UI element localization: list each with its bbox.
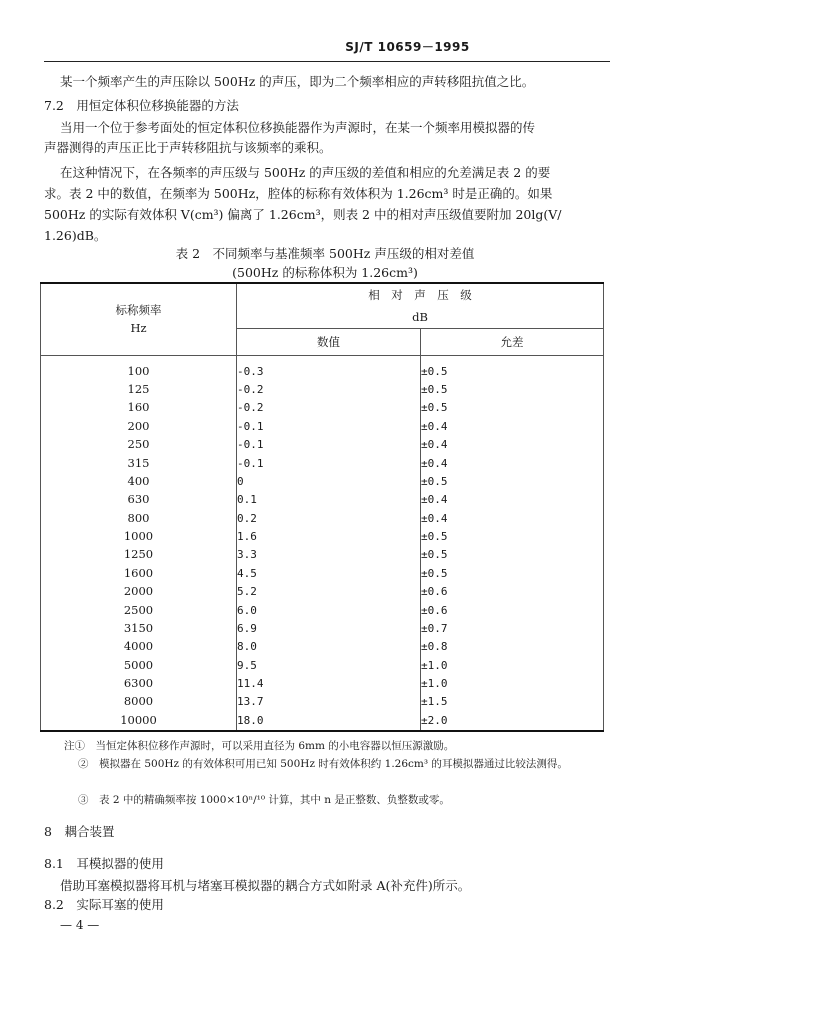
- table-note-1: 注① 当恒定体积位移作声源时，可以采用直径为 6mm 的小电容器以恒压源激励。: [64, 740, 455, 752]
- tolerance-cell: ±0.8: [421, 640, 448, 654]
- frequency-cell: 160: [41, 399, 237, 417]
- value-cell: 5.2: [237, 583, 421, 601]
- standard-number: SJ/T 10659－1995: [345, 40, 470, 54]
- frequency-cell: 400: [41, 473, 237, 491]
- paragraph-line: 声器测得的声压正比于声转移阻抗与该频率的乘积。: [44, 140, 332, 155]
- frequency-cell: 100: [41, 356, 237, 381]
- frequency-cell: 1000: [41, 528, 237, 546]
- frequency-cell: 10000: [41, 711, 237, 731]
- frequency-cell: 8000: [41, 693, 237, 711]
- relative-spl-table: [40, 282, 604, 732]
- value-cell: 0.2: [237, 509, 421, 527]
- value-cell: -0.1: [237, 436, 421, 454]
- frequency-cell: 5000: [41, 656, 237, 674]
- tolerance-cell: ±0.4: [421, 511, 448, 525]
- value-cell: 0.1: [237, 491, 421, 509]
- page-number: — 4 —: [60, 918, 100, 932]
- col-header-relative-spl: [237, 283, 604, 329]
- frequency-cell: 1600: [41, 564, 237, 582]
- value-cell: -0.3: [237, 356, 421, 381]
- table-row: [41, 601, 604, 619]
- tolerance-cell: ±0.4: [421, 438, 448, 452]
- table-caption: 表 2 不同频率与基准频率 500Hz 声压级的相对差值: [175, 246, 475, 261]
- table-row: [41, 381, 604, 399]
- table-row: [41, 454, 604, 472]
- paragraph-line: 借助耳塞模拟器将耳机与堵塞耳模拟器的耦合方式如附录 A(补充件)所示。: [60, 878, 471, 893]
- table-row: [41, 399, 604, 417]
- table-row: [41, 356, 604, 381]
- value-cell: -0.2: [237, 381, 421, 399]
- tolerance-cell: ±0.5: [421, 401, 448, 415]
- tolerance-cell: ±1.0: [421, 677, 448, 691]
- value-cell: 8.0: [237, 638, 421, 656]
- table-subcaption: (500Hz 的标称体积为 1.26cm³): [232, 265, 418, 280]
- value-cell: 4.5: [237, 564, 421, 582]
- paragraph-line: 1.26)dB。: [44, 228, 107, 243]
- tolerance-cell: ±0.4: [421, 456, 448, 470]
- frequency-cell: 800: [41, 509, 237, 527]
- tolerance-cell: ±0.5: [421, 364, 448, 378]
- table-row: [41, 583, 604, 601]
- section-8-2-heading: 8.2 实际耳塞的使用: [44, 897, 164, 912]
- value-cell: 9.5: [237, 656, 421, 674]
- table-row: [41, 564, 604, 582]
- tolerance-cell: ±2.0: [421, 713, 448, 727]
- table-note-3: ③ 表 2 中的精确频率按 1000×10ⁿ/¹⁰ 计算，其中 n 是正整数、负整数或零。: [78, 794, 450, 806]
- table-row: [41, 675, 604, 693]
- frequency-cell: 250: [41, 436, 237, 454]
- table-row: [41, 546, 604, 564]
- tolerance-cell: ±1.5: [421, 695, 448, 709]
- value-cell: 13.7: [237, 693, 421, 711]
- frequency-cell: 200: [41, 417, 237, 435]
- tolerance-cell: ±1.0: [421, 658, 448, 672]
- table-note-2: ② 模拟器在 500Hz 的有效体积可用已知 500Hz 时有效体积约 1.26cm³ 的耳模拟器通过比较法测得。: [78, 758, 568, 770]
- tolerance-cell: ±0.5: [421, 474, 448, 488]
- frequency-cell: 630: [41, 491, 237, 509]
- frequency-cell: 2500: [41, 601, 237, 619]
- frequency-cell: 6300: [41, 675, 237, 693]
- table-row: [41, 693, 604, 711]
- col-header-frequency-label: 标称频率: [115, 302, 162, 317]
- table-row: [41, 436, 604, 454]
- section-7-2-heading: 7.2 用恒定体积位移换能器的方法: [44, 98, 239, 113]
- frequency-cell: 1250: [41, 546, 237, 564]
- table-row: [41, 473, 604, 491]
- tolerance-cell: ±0.4: [421, 493, 448, 507]
- value-cell: 1.6: [237, 528, 421, 546]
- section-8-1-heading: 8.1 耳模拟器的使用: [44, 856, 164, 871]
- table-row: [41, 711, 604, 731]
- paragraph-line: 500Hz 的实际有效体积 V(cm³) 偏离了 1.26cm³，则表 2 中的相对声压级值要附加 20lg(V/: [44, 207, 562, 222]
- col-header-value: 数值: [237, 329, 421, 356]
- tolerance-cell: ±0.4: [421, 419, 448, 433]
- value-cell: 0: [237, 473, 421, 491]
- table-row: [41, 528, 604, 546]
- value-cell: 6.0: [237, 601, 421, 619]
- value-cell: 18.0: [237, 711, 421, 731]
- value-cell: -0.1: [237, 417, 421, 435]
- tolerance-cell: ±0.6: [421, 603, 448, 617]
- col-header-relative-spl-label: 相 对 声 压 级: [368, 288, 472, 302]
- frequency-cell: 3150: [41, 620, 237, 638]
- value-cell: 6.9: [237, 620, 421, 638]
- frequency-cell: 125: [41, 381, 237, 399]
- tolerance-cell: ±0.5: [421, 548, 448, 562]
- paragraph-line: 求。表 2 中的数值，在频率为 500Hz，腔体的标称有效体积为 1.26cm³ 时是正确的。如果: [44, 186, 553, 201]
- col-header-frequency-unit: Hz: [130, 320, 147, 335]
- tolerance-cell: ±0.6: [421, 585, 448, 599]
- value-cell: 3.3: [237, 546, 421, 564]
- table-row: [41, 509, 604, 527]
- table-row: [41, 656, 604, 674]
- table-row: [41, 638, 604, 656]
- table-row: [41, 620, 604, 638]
- paragraph-line: 当用一个位于参考面处的恒定体积位移换能器作为声源时，在某一个频率用模拟器的传: [60, 120, 536, 135]
- paragraph-line: 某一个频率产生的声压除以 500Hz 的声压，即为二个频率相应的声转移阻抗值之比。: [60, 74, 535, 89]
- tolerance-cell: ±0.5: [421, 566, 448, 580]
- frequency-cell: 4000: [41, 638, 237, 656]
- frequency-cell: 2000: [41, 583, 237, 601]
- header-rule: [44, 61, 610, 62]
- value-cell: -0.1: [237, 454, 421, 472]
- table-row: [41, 417, 604, 435]
- tolerance-cell: ±0.7: [421, 621, 448, 635]
- table-row: [41, 491, 604, 509]
- section-8-heading: 8 耦合装置: [44, 824, 115, 839]
- col-header-relative-spl-unit: dB: [412, 310, 428, 324]
- paragraph-line: 在这种情况下，在各频率的声压级与 500Hz 的声压级的差值和相应的允差满足表 2 的要: [60, 165, 551, 180]
- value-cell: 11.4: [237, 675, 421, 693]
- tolerance-cell: ±0.5: [421, 530, 448, 544]
- frequency-cell: 315: [41, 454, 237, 472]
- value-cell: -0.2: [237, 399, 421, 417]
- tolerance-cell: ±0.5: [421, 383, 448, 397]
- col-header-tolerance: 允差: [421, 329, 604, 356]
- col-header-frequency: [41, 283, 237, 356]
